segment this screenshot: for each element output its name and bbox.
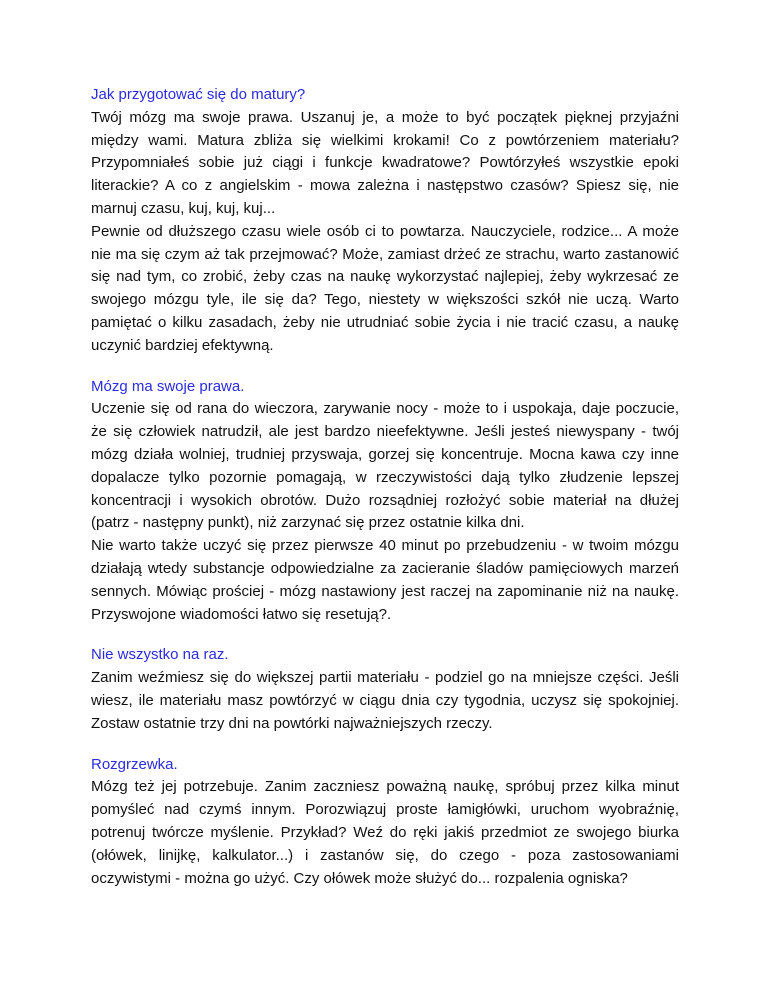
section-warmup [91, 754, 679, 891]
section-not-all-at-once [91, 644, 679, 735]
paragraph: Uczenie się od rana do wieczora, zarywanie nocy - może to i uspokaja, daje poczucie, że się człowiek natrudził, ale jest bardzo nieefektywne. Jeśli jesteś niewyspany - twój mózg działa wolniej, trudniej przyswaja, gorzej się koncentruje. Mocna kawa czy inne dopalacze tylko pozornie pomagają, w rzeczywistości dają tylko złudzenie lepszej koncentracji i wysokich obrotów. Dużo rozsądniej rozłożyć sobie materiał na dłużej (patrz - następny punkt), niż zarzynać się przez ostatnie kilka dni. [91, 400, 679, 532]
section-heading: Nie wszystko na raz. [91, 646, 229, 664]
paragraph: Nie warto także uczyć się przez pierwsze 40 minut po przebudzeniu - w twoim mózgu działają wtedy substancje odpowiedzialne za zacieranie śladów pamięciowych marzeń sennych. Mówiąc prościej - mózg nastawiony jest raczej na zapominanie niż na naukę. Przyswojone wiadomości łatwo się resetują?. [91, 537, 679, 623]
paragraph: Pewnie od dłuższego czasu wiele osób ci to powtarza. Nauczyciele, rodzice... A może nie ma się czym aż tak przejmować? Może, zamiast drżeć ze strachu, warto zastanowić się nad tym, co zrobić, żeby czas na naukę wykorzystać najlepiej, żeby wykrzesać ze swojego mózgu tyle, ile się da? Tego, niestety w większości szkół nie uczą. Warto pamiętać o kilku zasadach, żeby nie utrudniać sobie życia i nie tracić czasu, a naukę uczynić bardziej efektywną. [91, 222, 679, 354]
paragraph: Twój mózg ma swoje prawa. Uszanuj je, a może to być początek pięknej przyjaźni między wami. Matura zbliża się wielkimi krokami! Co z powtórzeniem materiału? Przypomniałeś sobie już ciągi i funkcje kwadratowe? Powtórzyłeś wszystkie epoki literackie? A co z angielskim - mowa zależna i następstwo czasów? Spiesz się, nie marnuj czasu, kuj, kuj, kuj... [91, 108, 679, 217]
section-heading: Mózg ma swoje prawa. [91, 377, 245, 395]
section-intro [91, 84, 679, 358]
document-body [91, 84, 679, 908]
paragraph: Zanim weźmiesz się do większej partii materiału - podziel go na mniejsze części. Jeśli wiesz, ile materiału masz powtórzyć w ciągu dnia czy tygodnia, uczysz się spokojniej. Zostaw ostatnie trzy dni na powtórki najważniejszych rzeczy. [91, 669, 679, 732]
paragraph: Mózg też jej potrzebuje. Zanim zaczniesz poważną naukę, spróbuj przez kilka minut pomyśleć nad czymś innym. Porozwiązuj proste łamigłówki, uruchom wyobraźnię, potrenuj twórcze myślenie. Przykład? Weź do ręki jakiś przedmiot ze swojego biurka (ołówek, linijkę, kalkulator...) i zastanów się, do czego - poza zastosowaniami oczywistymi - można go użyć. Czy ołówek może służyć do... rozpalenia ogniska? [91, 778, 679, 887]
section-heading: Rozgrzewka. [91, 755, 178, 773]
section-brain-rules [91, 376, 679, 627]
section-heading: Jak przygotować się do matury? [91, 86, 306, 103]
